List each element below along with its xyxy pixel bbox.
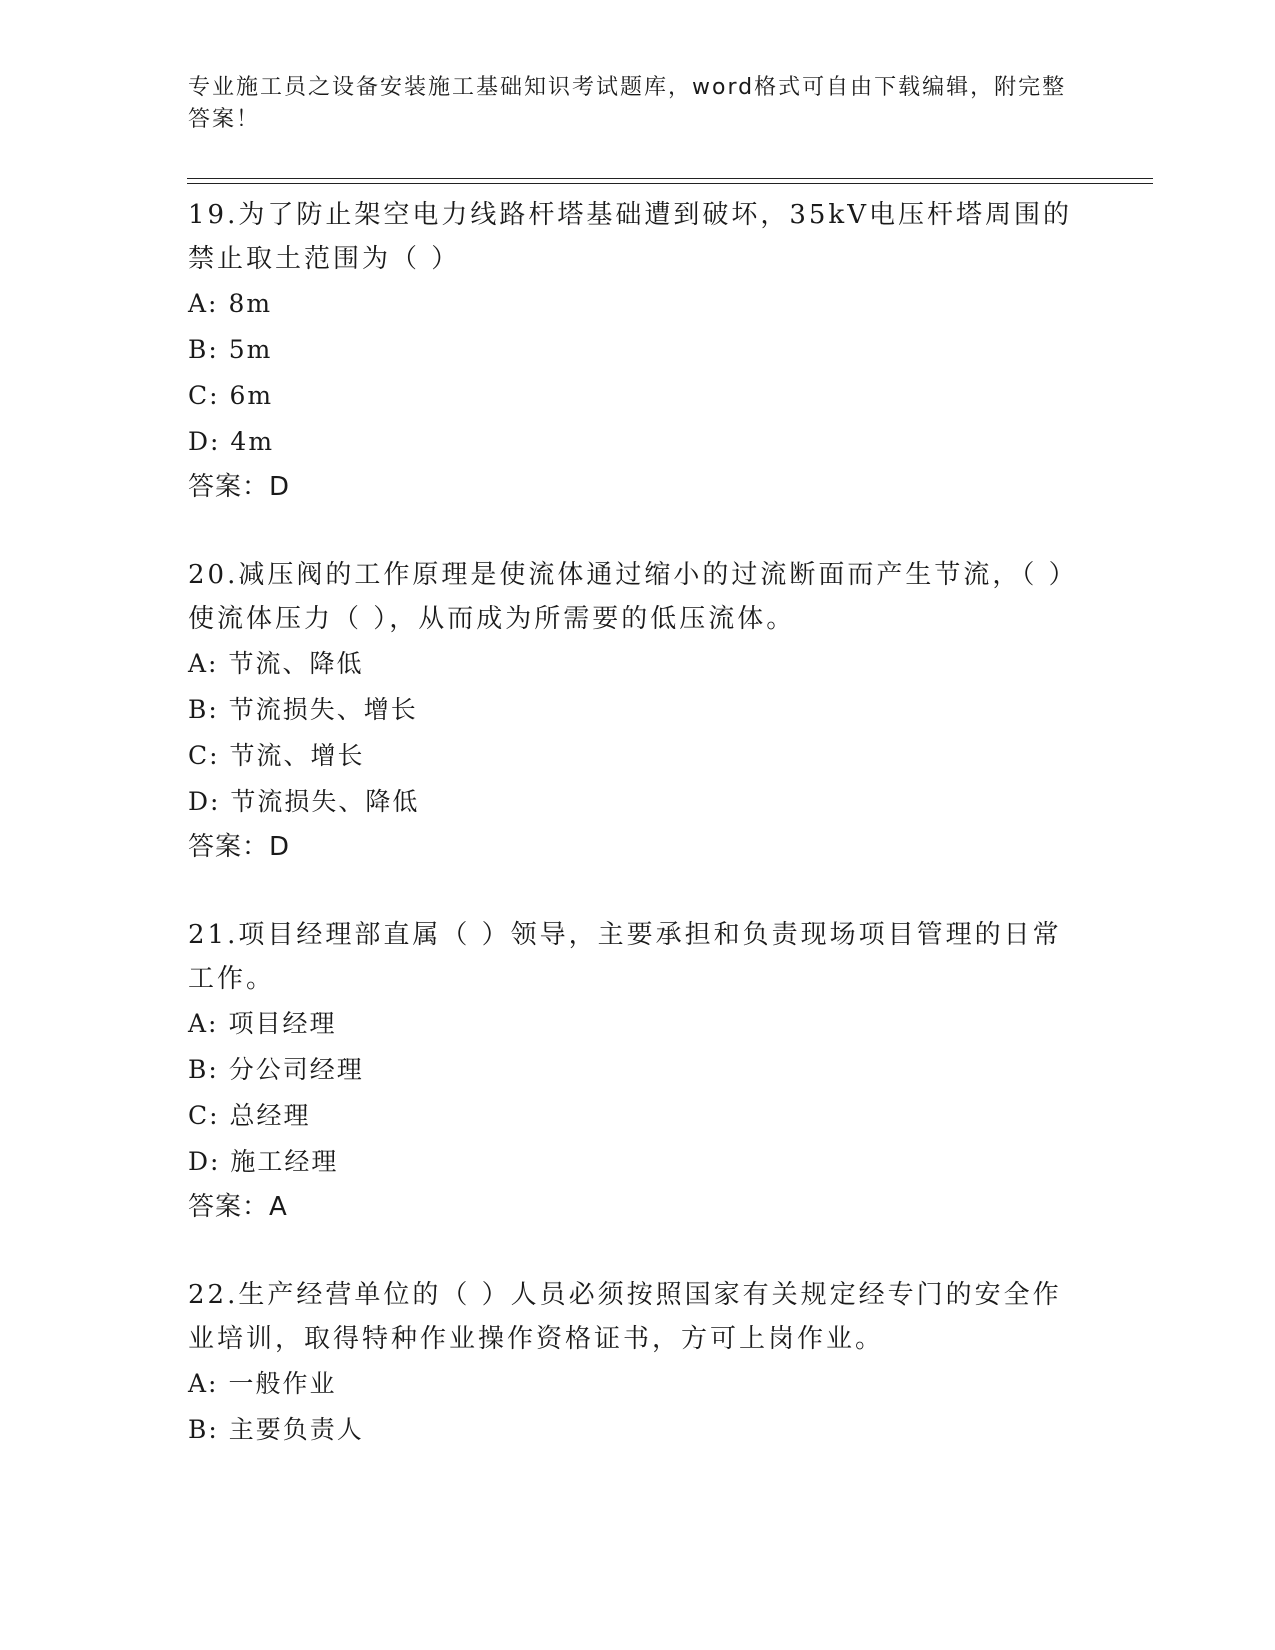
option-key: C: [188,381,220,410]
option-b [188,1047,1088,1093]
option-value: 8m [228,289,273,318]
answer-text: 答案：D [188,472,291,502]
option-d [188,419,1088,465]
option-value: 项目经理 [228,1009,337,1038]
question-22 [188,1273,1088,1453]
option-key: D: [188,787,221,816]
option-value: 一般作业 [228,1369,337,1398]
option-key: D: [188,1147,221,1176]
question-list [188,193,1088,1497]
question-text: 20.减压阀的工作原理是使流体通过缩小的过流断面而产生节流，（ ）使流体压力（ ），从而成为所需要的低压流体。 [188,560,1078,634]
option-key: D: [188,427,221,456]
option-b [188,687,1088,733]
option-d [188,1139,1088,1185]
question-20 [188,553,1088,869]
option-a [188,1361,1088,1407]
option-key: A: [188,289,219,318]
option-key: B: [188,335,219,364]
option-key: C: [188,1101,220,1130]
option-value: 节流损失、降低 [230,787,420,816]
option-key: A: [188,1009,219,1038]
question-text: 19.为了防止架空电力线路杆塔基础遭到破坏，35kV电压杆塔周围的禁止取土范围为（ ） [188,200,1072,274]
option-a [188,641,1088,687]
option-value: 4m [230,427,275,456]
answer-text: 答案：D [188,832,291,862]
option-value: 6m [229,381,274,410]
question-text: 22.生产经营单位的（ ）人员必须按照国家有关规定经专门的安全作业培训，取得特种作业操作资格证书，方可上岗作业。 [188,1280,1062,1354]
option-c [188,733,1088,779]
option-key: B: [188,1415,219,1444]
option-d [188,779,1088,825]
option-b [188,1407,1088,1453]
option-value: 主要负责人 [228,1415,364,1444]
option-value: 节流损失、增长 [228,695,418,724]
header-divider-bottom [187,183,1153,184]
option-value: 节流、降低 [228,649,364,678]
option-c [188,1093,1088,1139]
option-value: 5m [228,335,273,364]
question-21 [188,913,1088,1229]
question-19 [188,193,1088,509]
option-value: 总经理 [229,1101,311,1130]
option-key: A: [188,1369,219,1398]
question-text: 21.项目经理部直属（ ）领导，主要承担和负责现场项目管理的日常工作。 [188,920,1062,994]
answer-text: 答案：A [188,1192,288,1222]
document-header: 专业施工员之设备安装施工基础知识考试题库，word格式可自由下载编辑，附完整答案！ [188,75,1067,132]
option-key: A: [188,649,219,678]
option-value: 节流、增长 [229,741,365,770]
option-a [188,1001,1088,1047]
option-key: B: [188,1055,219,1084]
option-c [188,373,1088,419]
option-b [188,327,1088,373]
option-key: C: [188,741,220,770]
option-value: 分公司经理 [228,1055,364,1084]
header-divider-top [187,178,1153,179]
option-value: 施工经理 [230,1147,339,1176]
option-key: B: [188,695,219,724]
option-a [188,281,1088,327]
